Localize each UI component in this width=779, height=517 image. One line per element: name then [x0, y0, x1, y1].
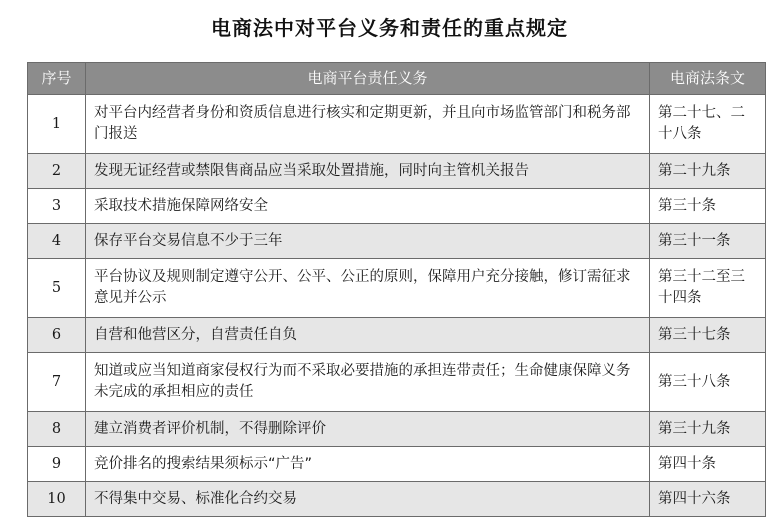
page-title: 电商法中对平台义务和责任的重点规定 [211, 16, 568, 40]
table-row [28, 318, 766, 353]
row-number: 9 [28, 447, 86, 482]
header-duty: 电商平台责任义务 [86, 63, 650, 95]
row-article: 第三十二至三十四条 [650, 259, 766, 318]
row-number: 5 [28, 259, 86, 318]
row-article: 第三十九条 [650, 412, 766, 447]
row-duty: 建立消费者评价机制，不得删除评价 [86, 412, 650, 447]
row-duty: 竞价排名的搜索结果须标示“广告” [86, 447, 650, 482]
row-duty: 平台协议及规则制定遵守公开、公平、公正的原则，保障用户充分接触，修订需征求意见并公示 [86, 259, 650, 318]
table-row [28, 259, 766, 318]
row-duty: 不得集中交易、标准化合约交易 [86, 482, 650, 517]
row-duty: 知道或应当知道商家侵权行为而不采取必要措施的承担连带责任；生命健康保障义务未完成的承担相应的责任 [86, 353, 650, 412]
row-article: 第三十八条 [650, 353, 766, 412]
table-row [28, 95, 766, 154]
table-body [28, 95, 766, 517]
table-row [28, 482, 766, 517]
table-row [28, 189, 766, 224]
row-duty: 保存平台交易信息不少于三年 [86, 224, 650, 259]
header-row [28, 63, 766, 95]
row-number: 6 [28, 318, 86, 353]
table-row [28, 353, 766, 412]
row-article: 第二十九条 [650, 154, 766, 189]
row-number: 4 [28, 224, 86, 259]
row-number: 1 [28, 95, 86, 154]
row-number: 8 [28, 412, 86, 447]
row-duty: 采取技术措施保障网络安全 [86, 189, 650, 224]
header-no: 序号 [28, 63, 86, 95]
row-duty: 发现无证经营或禁限售商品应当采取处置措施，同时向主管机关报告 [86, 154, 650, 189]
row-number: 3 [28, 189, 86, 224]
row-article: 第三十七条 [650, 318, 766, 353]
table-row [28, 412, 766, 447]
row-number: 7 [28, 353, 86, 412]
row-number: 10 [28, 482, 86, 517]
header-article: 电商法条文 [650, 63, 766, 95]
row-article: 第三十一条 [650, 224, 766, 259]
row-article: 第二十七、二十八条 [650, 95, 766, 154]
table-row [28, 224, 766, 259]
table-row [28, 447, 766, 482]
row-duty: 自营和他营区分，自营责任自负 [86, 318, 650, 353]
row-article: 第三十条 [650, 189, 766, 224]
row-number: 2 [28, 154, 86, 189]
platform-duties-table [27, 62, 766, 517]
table-row [28, 154, 766, 189]
table-header [28, 63, 766, 95]
row-article: 第四十六条 [650, 482, 766, 517]
row-duty: 对平台内经营者身份和资质信息进行核实和定期更新，并且向市场监管部门和税务部门报送 [86, 95, 650, 154]
row-article: 第四十条 [650, 447, 766, 482]
